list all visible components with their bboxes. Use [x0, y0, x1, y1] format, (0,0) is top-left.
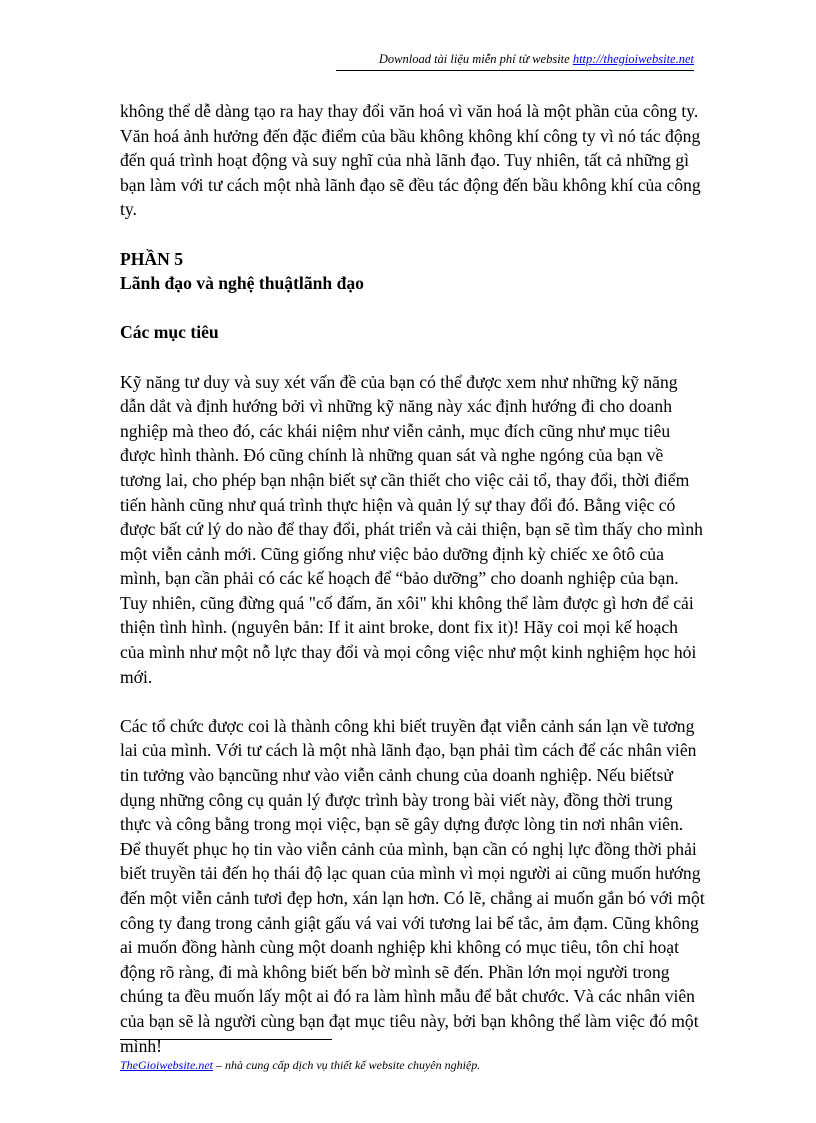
- section-heading: Các mục tiêu: [120, 322, 219, 343]
- footer-divider: [120, 1039, 332, 1040]
- intro-paragraph: không thể dễ dàng tạo ra hay thay đổi văn hoá vì văn hoá là một phần của công ty. Văn hoá ảnh hưởng đến đặc điểm của bầu không không khí công ty vì nó tác động đến quá trình hoạt động và suy nghĩ của nhà lãnh đạo. Tuy nhiên, tất cả những gì bạn làm với tư cách một nhà lãnh đạo sẽ đều tác động đến bầu không khí của công ty.: [120, 101, 701, 220]
- header-text: Download tài liệu miễn phí từ website: [378, 52, 573, 66]
- document-body: [120, 99, 706, 1058]
- footer-text: – nhà cung cấp dịch vụ thiết kế website chuyên nghiệp.: [213, 1058, 481, 1072]
- header-divider: [336, 70, 694, 71]
- part-heading: PHẦN 5: [120, 248, 184, 269]
- header-link[interactable]: http://thegioiwebsite.net: [572, 52, 694, 66]
- footer-link[interactable]: TheGioiwebsite.net: [120, 1058, 213, 1072]
- spacer: [120, 345, 706, 370]
- page-footer: [120, 1058, 680, 1073]
- part-title: Lãnh đạo và nghệ thuậtlãnh đạo: [120, 273, 364, 294]
- spacer: [120, 689, 706, 714]
- spacer: [120, 296, 706, 321]
- body-paragraph-2: Các tổ chức được coi là thành công khi biết truyền đạt viễn cảnh sán lạn về tương lai của mình. Với tư cách là một nhà lãnh đạo, bạn phải tìm cách để các nhân viên tin tưởng vào bạncũng như vào viễn cảnh chung của doanh nghiệp. Nếu biếtsử dụng những công cụ quản lý được trình bày trong bài viết này, đồng thời trung thực và công bằng trong mọi việc, bạn sẽ gây dựng được lòng tin nơi nhân viên. Để thuyết phục họ tin vào viễn cảnh của mình, bạn cần có nghị lực đồng thời phải biết truyền tải đến họ thái độ lạc quan của mình vì mọi người ai cũng muốn hướng đến một viễn cảnh tươi đẹp hơn, xán lạn hơn. Có lẽ, chẳng ai muốn gắn bó với một công ty đang trong cảnh giật gấu vá vai với tương lai bế tắc, ảm đạm. Cũng không ai muốn đồng hành cùng một doanh nghiệp khi không có mục tiêu, tôn chỉ hoạt động rõ ràng, đi mà không biết bến bờ mình sẽ đến. Phần lớn mọi người trong chúng ta đều muốn lấy một ai đó ra làm hình mẫu để bắt chước. Và các nhân viên của bạn sẽ là người cùng bạn đạt mục tiêu này, bởi bạn không thể làm việc đó một mình!: [120, 715, 705, 1056]
- page-header: [336, 52, 694, 67]
- spacer: [120, 222, 706, 247]
- body-paragraph-1: Kỹ năng tư duy và suy xét vấn đề của bạn có thể được xem như những kỹ năng dẫn dắt và định hướng bởi vì những kỹ năng này xác định hướng đi cho doanh nghiệp mà theo đó, các khái niệm như viễn cảnh, mục đích cũng như mục tiêu được hình thành. Đó cũng chính là những quan sát và nghe ngóng của bạn về tương lai, cho phép bạn nhận biết sự cần thiết cho việc cải tổ, thay đổi, thời điểm tiến hành cũng như quá trình thực hiện và quản lý sự thay đổi đó. Bằng việc có được bất cứ lý do nào để thay đổi, phát triển và cải thiện, bạn sẽ tìm thấy cho mình một viễn cảnh mới. Cũng giống như việc bảo dưỡng định kỳ chiếc xe ôtô của mình, bạn cần phải có các kế hoạch để “bảo dưỡng” cho doanh nghiệp của bạn. Tuy nhiên, cũng đừng quá "cố đấm, ăn xôi" khi không thể làm được gì hơn để cải thiện tình hình. (nguyên bản: If it aint broke, dont fix it)! Hãy coi mọi kế hoạch của mình như một nỗ lực thay đổi và mọi công việc như một kinh nghiệm học hỏi mới.: [120, 371, 703, 687]
